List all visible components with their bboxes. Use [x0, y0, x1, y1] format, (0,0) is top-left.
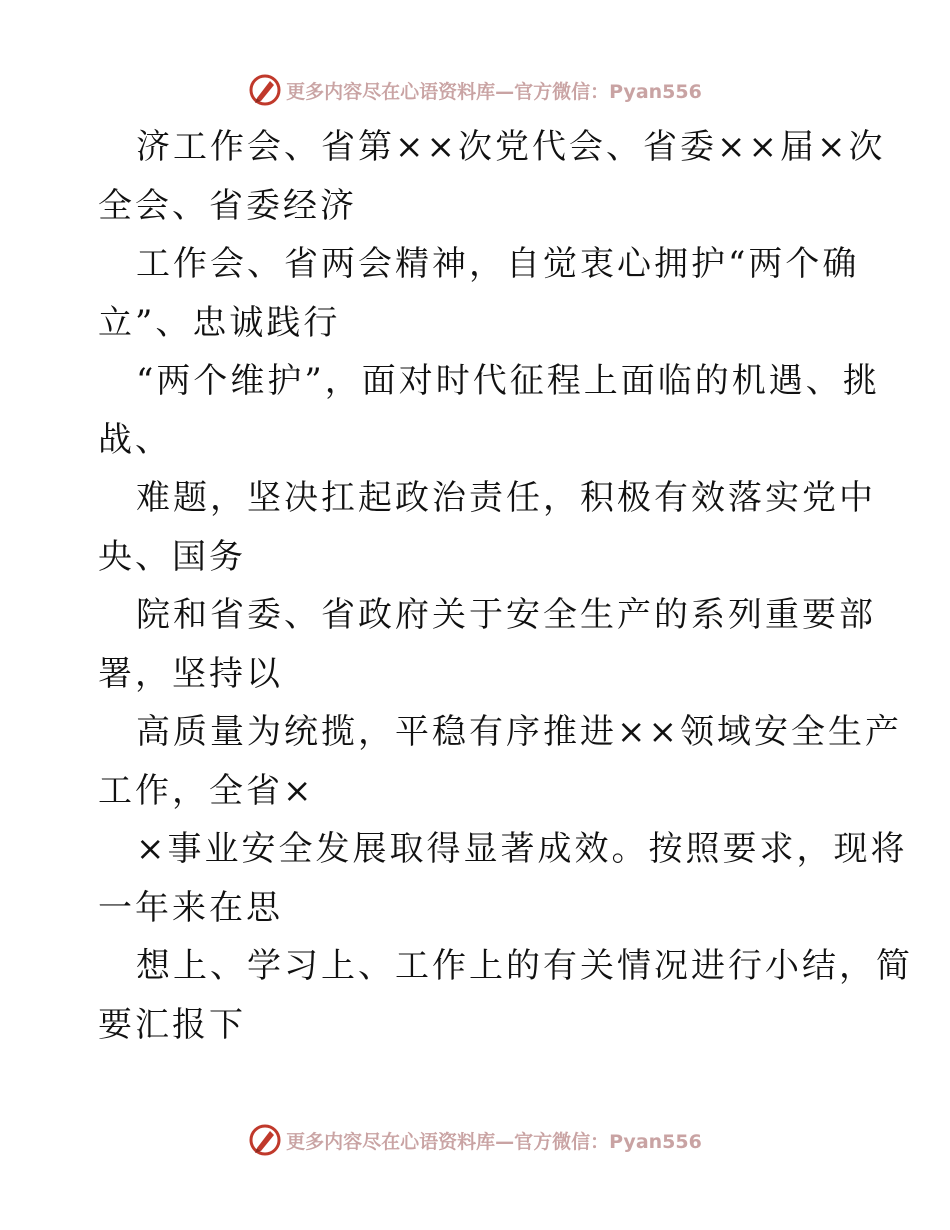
- body-line: 一年来在思: [98, 887, 283, 928]
- header-banner: [0, 70, 950, 110]
- document-body: [98, 118, 913, 1054]
- body-line: 济工作会、省第××次党代会、省委××届×次: [136, 127, 886, 167]
- body-line: “两个维护”，面对时代征程上面临的机遇、挑: [136, 361, 880, 401]
- footer-banner: [0, 1120, 950, 1160]
- body-line: 立”、忠诚践行: [98, 302, 341, 343]
- body-line: 工作会、省两会精神，自觉衷心拥护“两个确: [136, 244, 860, 284]
- pen-logo-icon: [248, 1123, 282, 1157]
- body-line: 要汇报下: [98, 1004, 246, 1045]
- body-line: 全会、省委经济: [98, 185, 357, 226]
- body-line: 战、: [98, 419, 172, 460]
- body-line: 署，坚持以: [98, 653, 283, 694]
- body-line: 高质量为统揽，平稳有序推进××领域安全生产: [136, 712, 902, 752]
- body-line: 院和省委、省政府关于安全生产的系列重要部: [136, 595, 876, 635]
- body-line: 央、国务: [98, 536, 246, 577]
- body-line: 难题，坚决扛起政治责任，积极有效落实党中: [136, 478, 876, 518]
- banner-text: 更多内容尽在心语资料库—官方微信：Pyan556: [286, 80, 702, 103]
- banner-text: 更多内容尽在心语资料库—官方微信：Pyan556: [286, 1130, 702, 1153]
- body-line: 工作，全省×: [98, 770, 315, 811]
- body-line: ×事业安全发展取得显著成效。按照要求，现将: [136, 829, 908, 869]
- body-line: 想上、学习上、工作上的有关情况进行小结，简: [136, 946, 913, 986]
- pen-logo-icon: [248, 73, 282, 107]
